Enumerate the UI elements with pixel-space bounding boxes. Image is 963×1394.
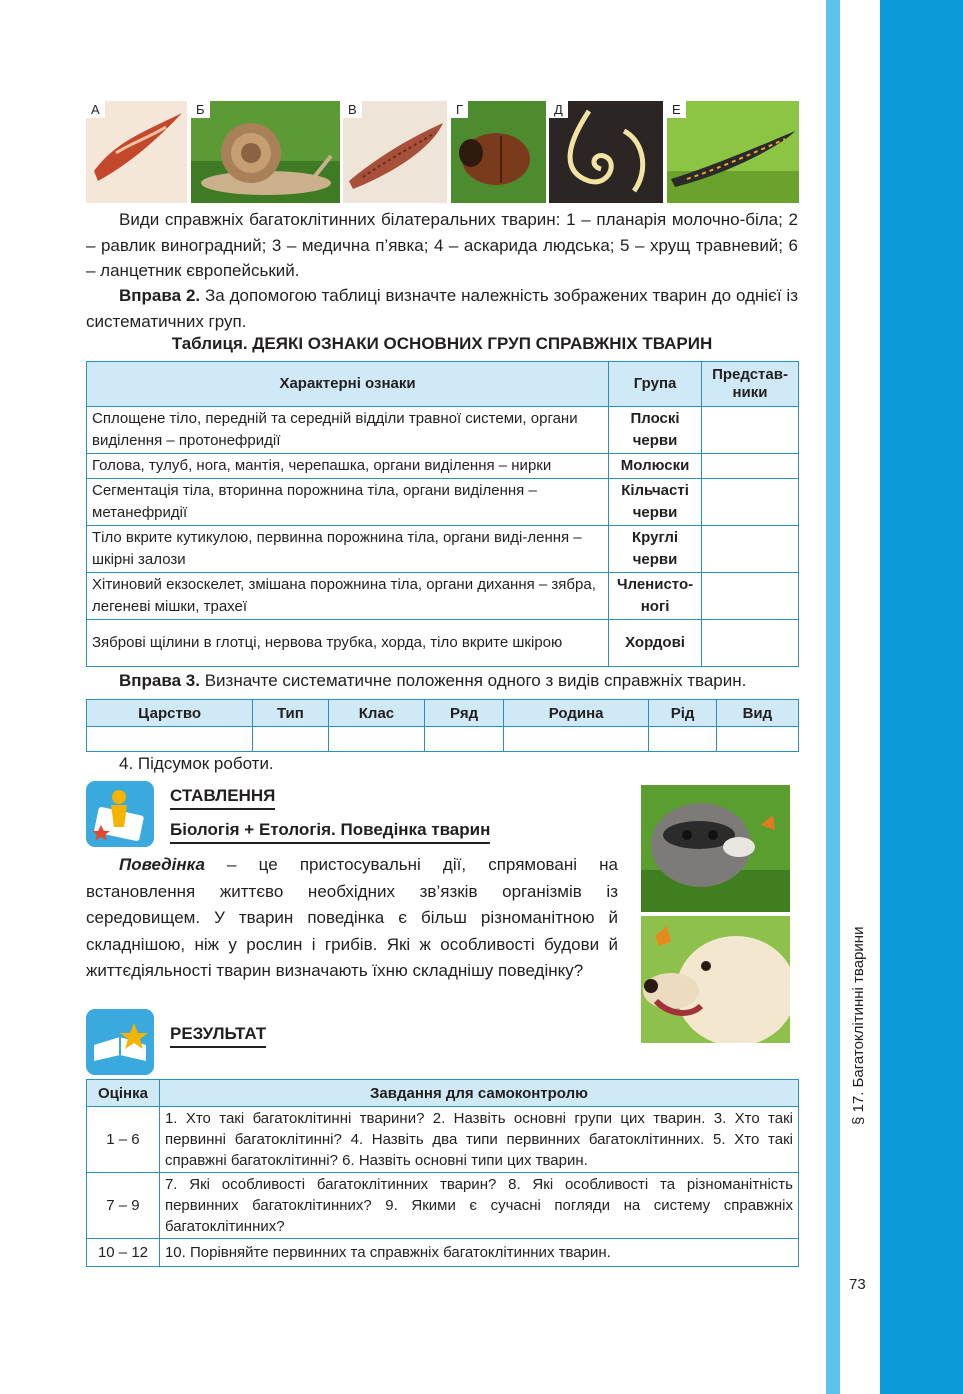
behavior-term: Поведінка [119,855,205,874]
behavior-text: – це пристосувальні дії, спрямовані на встановлення життєво необхідних зв’язків організмів із середовищем. У тварин поведінка є більш різноманітною й складнішою, ніж у рослин і грибів. Які ж особливості будови й життєдіяльності тварин визначають їхню складнішу поведінку? [86,855,618,980]
exercise-2 [86,283,798,334]
photo-roundworm [549,101,663,203]
photo-label: Г [451,101,468,118]
attitude-paragraph [86,852,618,985]
side-band-dark [880,0,963,1394]
table-row [87,454,799,479]
header-species: Вид [716,700,798,727]
representatives-cell[interactable] [702,620,799,667]
kingdom-cell[interactable] [87,727,253,752]
group-cell: Кільчасті черви [609,479,702,526]
running-header: § 17. Багатоклітинні тварини [850,926,867,1125]
representatives-cell[interactable] [702,407,799,454]
tasks-cell: 10. Порівняйте первинних та справжніх багатоклітинних тварин. [159,1239,798,1267]
header-phylum: Тип [253,700,328,727]
traits-cell: Голова, тулуб, нога, мантія, черепашка, органи виділення – нирки [87,454,609,479]
photo-label: В [343,101,362,118]
class-cell[interactable] [328,727,425,752]
header-group: Група [609,362,702,407]
header-grade: Оцінка [87,1080,160,1107]
group-cell: Хордові [609,620,702,667]
grade-cell: 1 – 6 [87,1107,160,1173]
species-cell[interactable] [716,727,798,752]
group-cell: Членисто-ногі [609,573,702,620]
exercise-3-label: Вправа 3. [119,671,200,690]
raccoon-image [641,785,790,912]
group-cell: Круглі черви [609,526,702,573]
summary-line: 4. Підсумок роботи. [119,754,274,773]
header-kingdom: Царство [87,700,253,727]
table-row [87,573,799,620]
attitude-heading: СТАВЛЕННЯ [170,786,275,810]
exercise-3-text: Визначте систематичне положення одного з видів справжніх тварин. [199,671,747,690]
exercise-3 [86,668,798,694]
traits-cell: Хітиновий екзоскелет, змішана порожнина тіла, органи дихання – зябра, легеневі мішки, трахеї [87,573,609,620]
exercise-2-label: Вправа 2. [119,286,201,305]
photo-label: Д [549,101,568,118]
result-icon [86,1009,154,1075]
family-cell[interactable] [503,727,649,752]
phylum-cell[interactable] [253,727,328,752]
header-class: Клас [328,700,425,727]
traits-cell: Сплощене тіло, передній та середній відділи травної системи, органи виділення – протонефридії [87,407,609,454]
traits-cell: Тіло вкрите кутикулою, первинна порожнина тіла, органи виді-лення – шкірні залози [87,526,609,573]
dog-image [641,916,790,1043]
header-tasks: Завдання для самоконтролю [159,1080,798,1107]
table-header-row [87,362,799,407]
quiz-header-row [87,1080,799,1107]
photo-raccoon [641,785,790,912]
figure-caption: Види справжніх багатоклітинних білатеральних тварин: 1 – планарія молочно-біла; 2 – равлик виноградний; 3 – медична п’явка; 4 – аскарида людська; 5 – хрущ травневий; 6 – ланцетник європейський. [86,210,798,280]
photo-label: Б [191,101,210,118]
photo-label: А [86,101,105,118]
taxonomy-answer-row [87,727,799,752]
table-title: Таблиця. ДЕЯКІ ОЗНАКИ ОСНОВНИХ ГРУП СПРАВЖНІХ ТВАРИН [171,334,713,353]
order-cell[interactable] [425,727,503,752]
traits-cell: Сегментація тіла, вторинна порожнина тіла, органи виділення – метанефридії [87,479,609,526]
tasks-cell: 1. Хто такі багатоклітинні тварини? 2. Назвіть основні групи цих тварин. 3. Хто такі первинні багатоклітинні? 4. Назвіть два типи первинних багатоклітинних. 5. Хто такі справжні багатоклітинні? 6. Назвіть основні типи цих тварин. [159,1107,798,1173]
lancelet-image [667,101,799,203]
traits-cell: Зяброві щілини в глотці, нервова трубка, хорда, тіло вкрите шкірою [87,620,609,667]
page-number: 73 [849,1276,866,1293]
header-order: Ряд [425,700,503,727]
side-band-gap [840,0,880,1394]
table-row [87,526,799,573]
table-row [87,1239,799,1267]
photo-label: Е [667,101,686,118]
grade-cell: 10 – 12 [87,1239,160,1267]
representatives-cell[interactable] [702,454,799,479]
representatives-cell[interactable] [702,479,799,526]
photo-dog [641,916,790,1043]
self-check-table [86,1079,799,1267]
photo-leech [343,101,447,203]
photo-snail [191,101,340,203]
taxonomy-table [86,699,799,752]
header-traits: Характерні ознаки [87,362,609,407]
table-row [87,407,799,454]
header-representatives: Представ-ники [702,362,799,407]
genus-cell[interactable] [649,727,716,752]
table-row [87,620,799,667]
snail-image [191,101,340,203]
table-row [87,1173,799,1239]
group-cell: Молюски [609,454,702,479]
header-genus: Рід [649,700,716,727]
header-family: Родина [503,700,649,727]
result-heading: РЕЗУЛЬТАТ [170,1024,266,1048]
groups-table [86,361,799,667]
group-cell: Плоскі черви [609,407,702,454]
photo-lancelet [667,101,799,203]
photo-planaria [86,101,187,203]
taxonomy-header-row [87,700,799,727]
grade-cell: 7 – 9 [87,1173,160,1239]
representatives-cell[interactable] [702,526,799,573]
photo-beetle [451,101,546,203]
attitude-subheading: Біологія + Етологія. Поведінка тварин [170,820,490,844]
exercise-2-text: За допомогою таблиці визначте належність зображених тварин до однієї із систематичних груп. [86,286,798,331]
table-row [87,479,799,526]
representatives-cell[interactable] [702,573,799,620]
attitude-icon [86,781,154,847]
table-row [87,1107,799,1173]
side-band-light [826,0,840,1394]
tasks-cell: 7. Які особливості багатоклітинних тварин? 8. Які особливості та різноманітність первинних багатоклітинних? 9. Якими є сучасні погляди на систему справжніх багатоклітинних? [159,1173,798,1239]
